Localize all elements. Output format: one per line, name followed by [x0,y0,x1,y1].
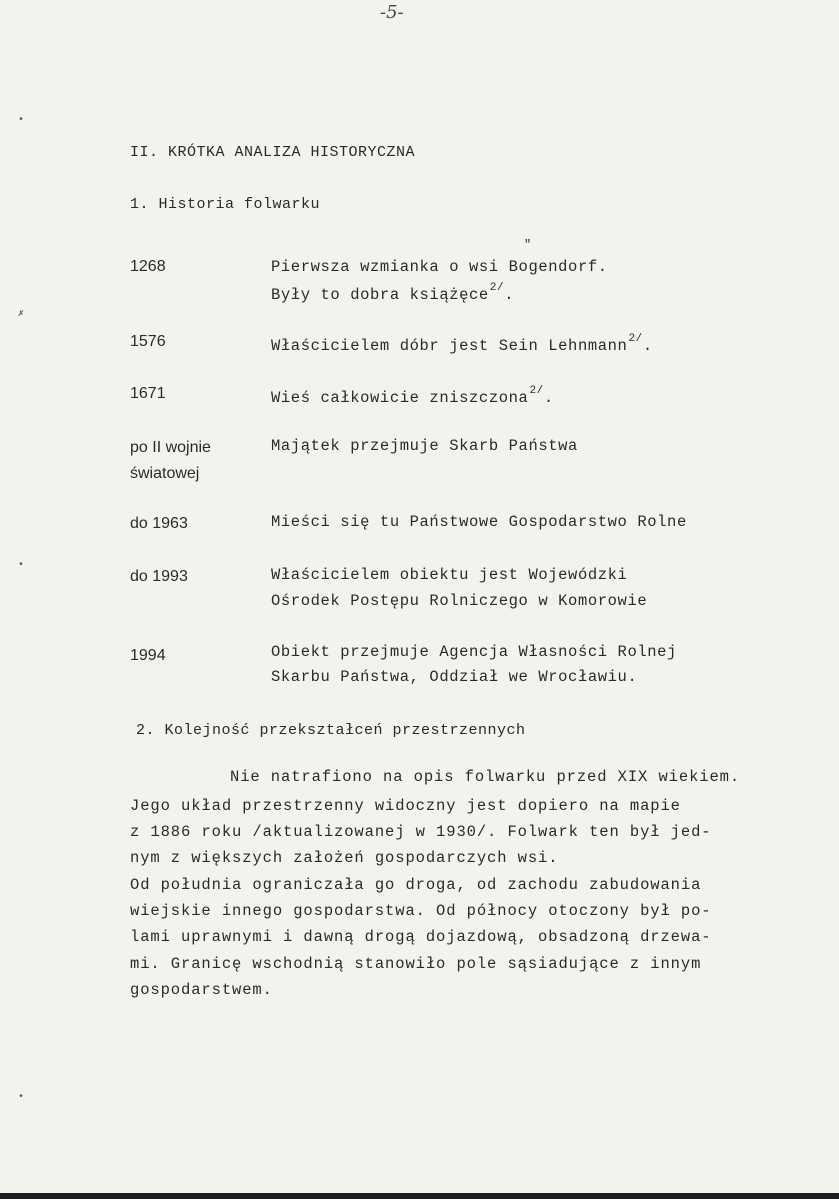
timeline-year: do 1993 [130,568,188,585]
timeline-text: Właścicielem dóbr jest Sein Lehnmann$^{2/}$. [271,333,653,355]
timeline-year: 1576 [130,333,166,350]
timeline-text: Wieś całkowicie zniszczona$^{2/}$. [271,385,554,407]
timeline-text: Obiekt przejmuje Agencja Własności Rolnej [271,643,677,661]
timeline-year: po II wojnie [130,439,211,456]
timeline-text: Ośrodek Postępu Rolniczego w Komorowie [271,592,648,610]
subsection-title: 2. Kolejność przekształceń przestrzennych [136,722,526,739]
paragraph-line: z 1886 roku /aktualizowanej w 1930/. Folwark ten był jed- [130,823,712,841]
timeline-year: 1268 [130,258,166,275]
paragraph-line: wiejskie innego gospodarstwa. Od północy otoczony był po- [130,902,712,920]
paragraph-line: Od południa ograniczała go droga, od zachodu zabudowania [130,876,702,894]
paragraph-line: nym z większych założeń gospodarczych wsi. [130,849,559,867]
subsection-title: 1. Historia folwarku [130,196,321,213]
margin-mark: • [18,115,25,126]
page-number: -5- [380,2,404,23]
umlaut-mark: " [524,238,532,252]
section-title: II. KRÓTKA ANALIZA HISTORYCZNA [130,144,416,161]
timeline-year: 1994 [130,647,166,664]
paragraph-line: lami uprawnymi i dawną drogą dojazdową, obsadzoną drzewa- [130,928,712,946]
timeline-text: Były to dobra książęce$^{2/}$. [271,282,515,304]
paragraph-line: mi. Granicę wschodnią stanowiło pole sąsiadujące z innym [130,955,702,973]
timeline-text: Właścicielem obiektu jest Wojewódzki [271,566,628,584]
scan-bottom-edge [0,1193,839,1199]
timeline-text: Skarbu Państwa, Oddział we Wrocławiu. [271,668,638,686]
margin-mark: ✗ [18,309,25,320]
paragraph-line: Jego układ przestrzenny widoczny jest dopiero na mapie [130,797,681,815]
timeline-text: Mieści się tu Państwowe Gospodarstwo Rolne [271,513,687,531]
timeline-text: Majątek przejmuje Skarb Państwa [271,437,578,455]
timeline-year: 1671 [130,385,166,402]
timeline-text: Pierwsza wzmianka o wsi Bogendorf. [271,258,608,276]
paragraph-line: gospodarstwem. [130,981,273,999]
margin-mark: • [18,560,25,571]
paragraph-line: Nie natrafiono na opis folwarku przed XIX wiekiem. [230,768,741,786]
margin-mark: • [18,1092,25,1103]
timeline-year: do 1963 [130,515,188,532]
timeline-year: światowej [130,465,200,482]
